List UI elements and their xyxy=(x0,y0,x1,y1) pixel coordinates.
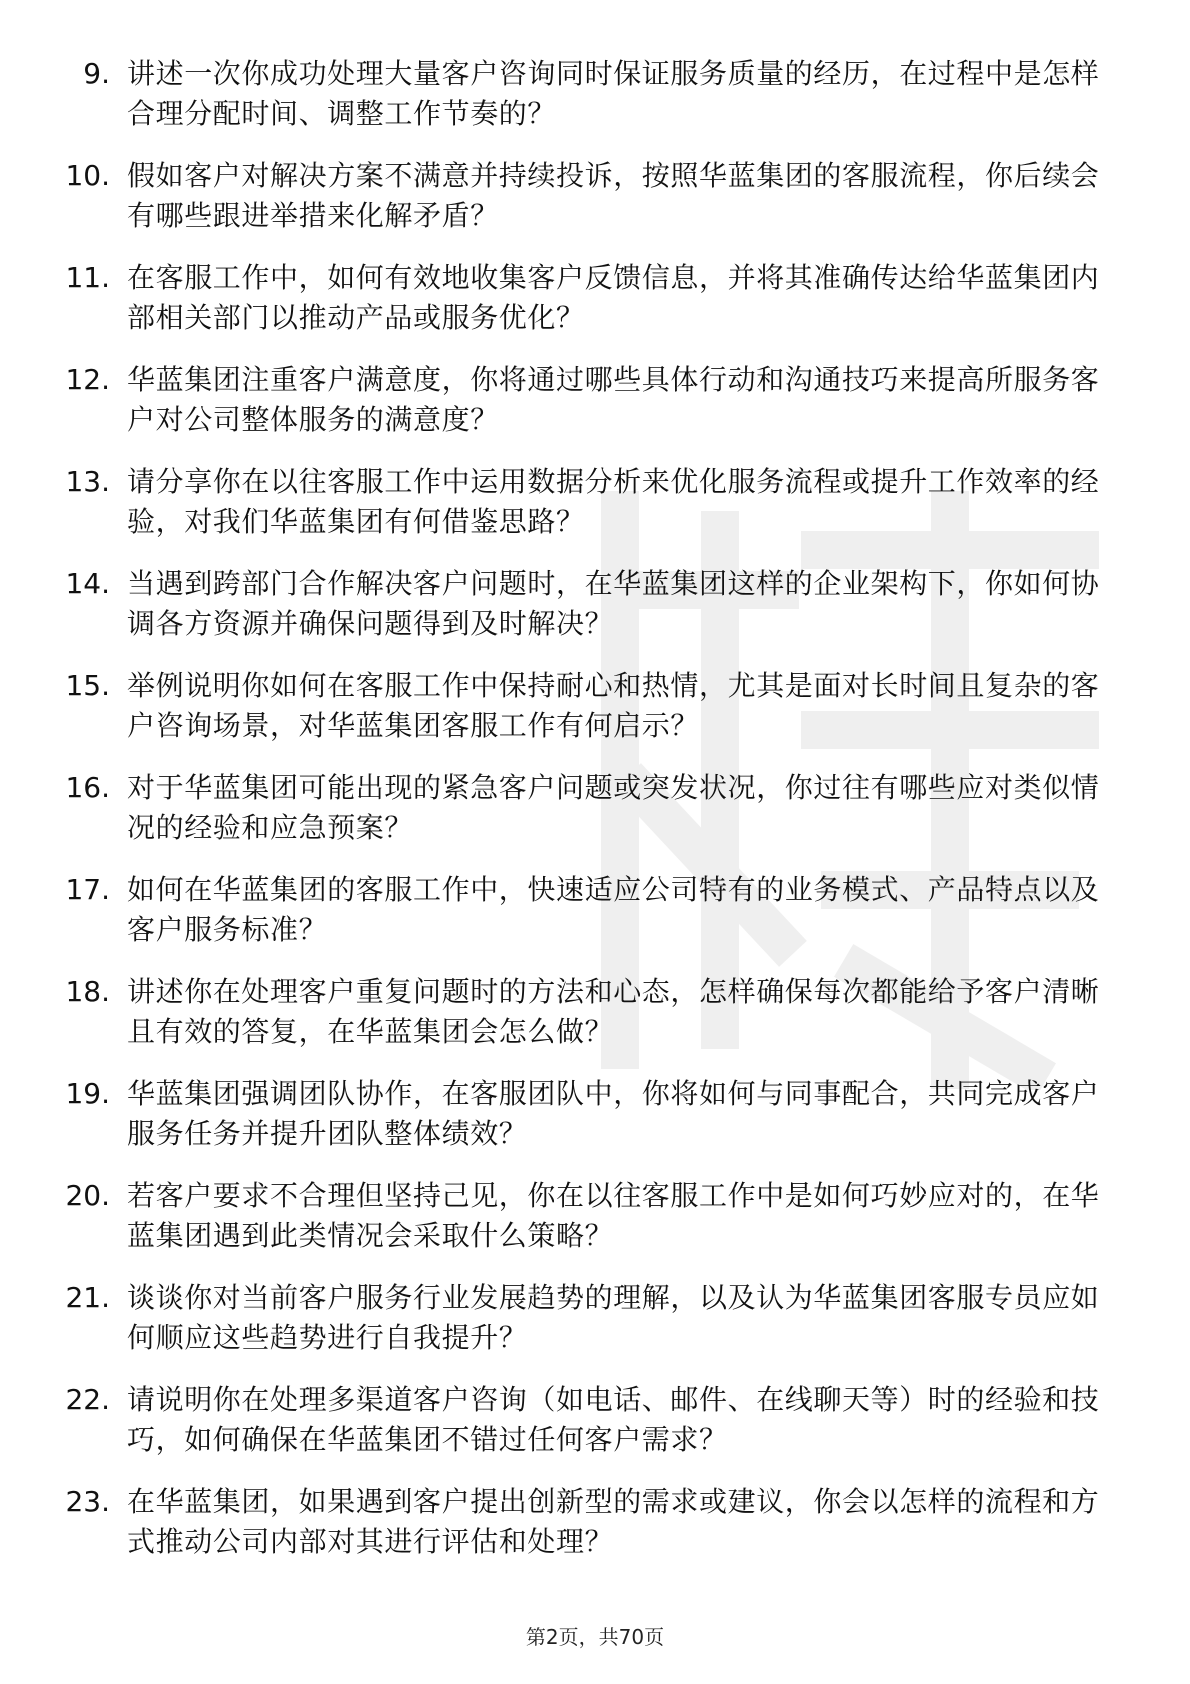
question-list xyxy=(0,54,1190,1584)
question-text: 当遇到跨部门合作解决客户问题时，在华蓝集团这样的企业架构下，你如何协调各方资源并确保问题得到及时解决？ xyxy=(127,567,1100,640)
question-text: 谈谈你对当前客户服务行业发展趋势的理解，以及认为华蓝集团客服专员应如何顺应这些趋势进行自我提升？ xyxy=(127,1281,1100,1354)
question-item xyxy=(0,564,1190,666)
question-number: 13. xyxy=(65,465,110,498)
question-number: 21. xyxy=(65,1281,110,1314)
question-text: 华蓝集团注重客户满意度，你将通过哪些具体行动和沟通技巧来提高所服务客户对公司整体服务的满意度？ xyxy=(127,363,1100,436)
page-number-label: 第2页，共70页 xyxy=(525,1625,665,1649)
question-number: 10. xyxy=(65,159,110,192)
question-item xyxy=(0,1380,1190,1482)
question-number: 20. xyxy=(65,1179,110,1212)
question-text: 若客户要求不合理但坚持己见，你在以往客服工作中是如何巧妙应对的，在华蓝集团遇到此类情况会采取什么策略？ xyxy=(127,1179,1100,1252)
question-number: 23. xyxy=(65,1485,110,1518)
question-number: 9. xyxy=(83,57,110,90)
question-text: 假如客户对解决方案不满意并持续投诉，按照华蓝集团的客服流程，你后续会有哪些跟进举措来化解矛盾？ xyxy=(127,159,1100,232)
question-item xyxy=(0,1176,1190,1278)
question-item xyxy=(0,462,1190,564)
question-text: 讲述一次你成功处理大量客户咨询同时保证服务质量的经历，在过程中是怎样合理分配时间、调整工作节奏的？ xyxy=(127,57,1100,130)
question-number: 12. xyxy=(65,363,110,396)
question-text: 对于华蓝集团可能出现的紧急客户问题或突发状况，你过往有哪些应对类似情况的经验和应急预案？ xyxy=(127,771,1100,844)
question-number: 18. xyxy=(65,975,110,1008)
question-number: 19. xyxy=(65,1077,110,1110)
question-item xyxy=(0,54,1190,156)
question-item xyxy=(0,666,1190,768)
question-number: 15. xyxy=(65,669,110,702)
question-text: 举例说明你如何在客服工作中保持耐心和热情，尤其是面对长时间且复杂的客户咨询场景，对华蓝集团客服工作有何启示？ xyxy=(127,669,1100,742)
page-footer xyxy=(0,1625,1190,1649)
question-text: 如何在华蓝集团的客服工作中，快速适应公司特有的业务模式、产品特点以及客户服务标准？ xyxy=(127,873,1100,946)
question-item xyxy=(0,258,1190,360)
question-text: 在客服工作中，如何有效地收集客户反馈信息，并将其准确传达给华蓝集团内部相关部门以推动产品或服务优化？ xyxy=(127,261,1100,334)
question-number: 17. xyxy=(65,873,110,906)
question-number: 14. xyxy=(65,567,110,600)
question-item xyxy=(0,1482,1190,1584)
question-number: 11. xyxy=(65,261,110,294)
question-item xyxy=(0,156,1190,258)
question-item xyxy=(0,360,1190,462)
question-text: 讲述你在处理客户重复问题时的方法和心态，怎样确保每次都能给予客户清晰且有效的答复，在华蓝集团会怎么做？ xyxy=(127,975,1100,1048)
question-text: 华蓝集团强调团队协作，在客服团队中，你将如何与同事配合，共同完成客户服务任务并提升团队整体绩效？ xyxy=(127,1077,1100,1150)
question-item xyxy=(0,1278,1190,1380)
question-text: 请分享你在以往客服工作中运用数据分析来优化服务流程或提升工作效率的经验，对我们华蓝集团有何借鉴思路？ xyxy=(127,465,1100,538)
question-number: 22. xyxy=(65,1383,110,1416)
question-text: 在华蓝集团，如果遇到客户提出创新型的需求或建议，你会以怎样的流程和方式推动公司内部对其进行评估和处理？ xyxy=(127,1485,1100,1558)
question-item xyxy=(0,768,1190,870)
question-item xyxy=(0,972,1190,1074)
question-text: 请说明你在处理多渠道客户咨询（如电话、邮件、在线聊天等）时的经验和技巧，如何确保在华蓝集团不错过任何客户需求？ xyxy=(127,1383,1100,1456)
question-number: 16. xyxy=(65,771,110,804)
question-item xyxy=(0,1074,1190,1176)
question-item xyxy=(0,870,1190,972)
